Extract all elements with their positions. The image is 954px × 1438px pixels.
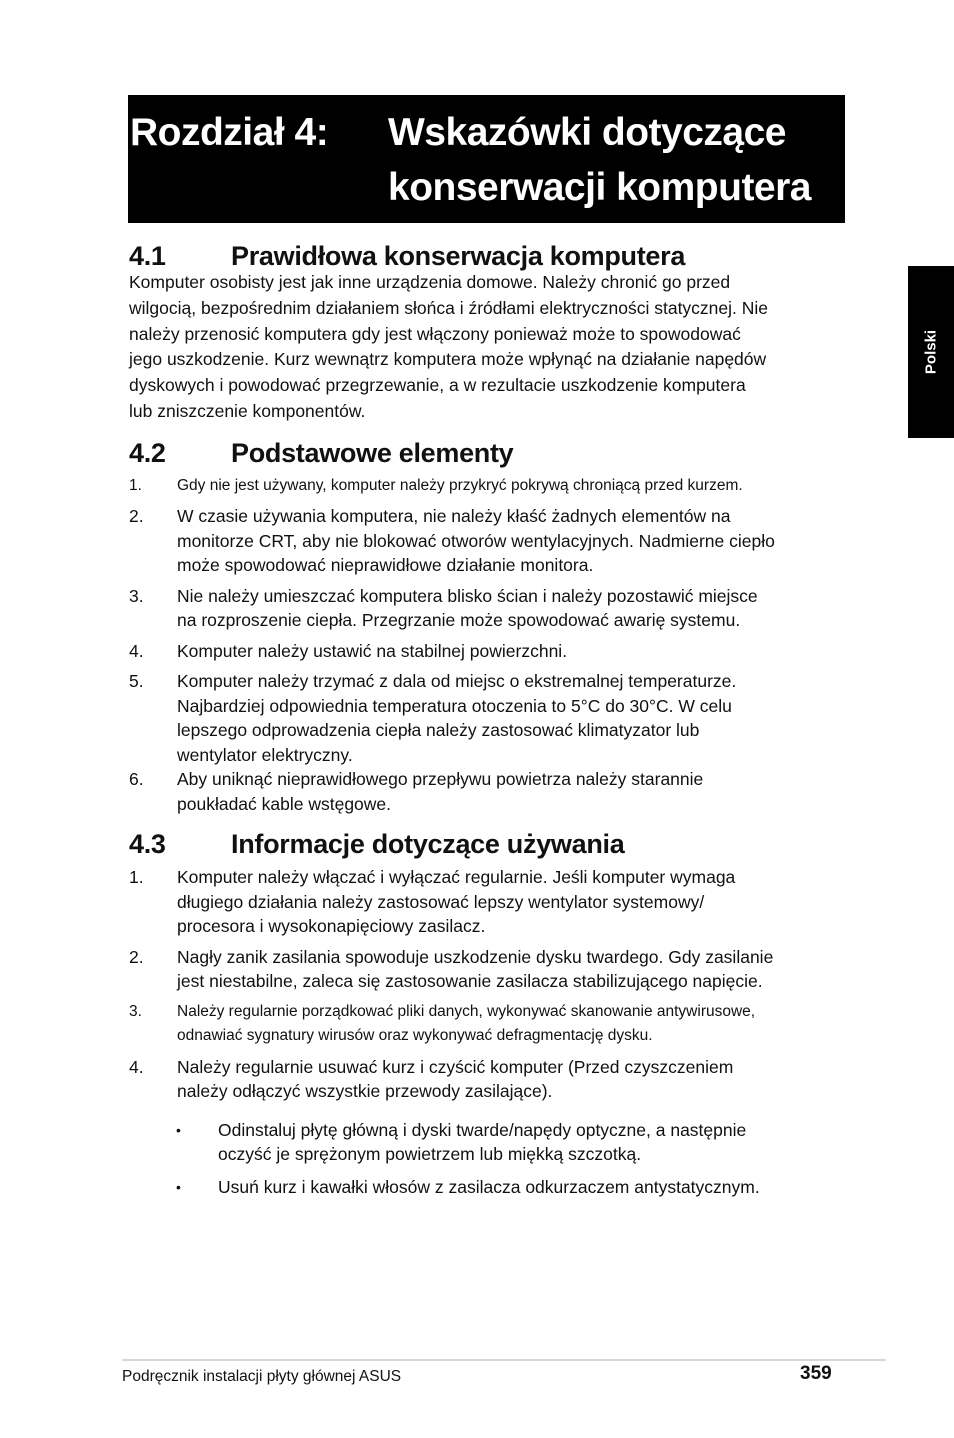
paragraph-line: wilgocią, bezpośrednim działaniem słońca i źródłami elektryczności statycznej. Nie — [129, 297, 769, 318]
list-line: Komputer należy włączać i wyłączać regularnie. Jeśli komputer wymaga — [177, 867, 736, 888]
list-line: może spowodować nieprawidłowe działanie monitora. — [177, 555, 594, 576]
chapter-title — [388, 105, 811, 215]
chapter-title-line-1: Wskazówki dotyczące — [388, 111, 786, 154]
list-line: wentylator elektryczny. — [177, 744, 353, 765]
list-item — [129, 504, 845, 578]
chapter-header — [128, 95, 845, 223]
list-number: 1. — [129, 867, 144, 888]
list-item — [129, 1055, 845, 1104]
section-heading-4-1 — [129, 238, 845, 274]
bullet-item — [129, 1175, 845, 1200]
content — [129, 238, 845, 1199]
list-number: 4. — [129, 640, 144, 661]
bullet-item — [129, 1118, 845, 1167]
list-line: Najbardziej odpowiednia temperatura otoczenia to 5°C do 30°C. W celu — [177, 695, 732, 716]
list-line: Komputer należy trzymać z dala od miejsc o ekstremalnej temperaturze. — [177, 671, 737, 692]
list-line: Należy regularnie usuwać kurz i czyścić komputer (Przed czyszczeniem — [177, 1056, 734, 1077]
list-line: długiego działania należy zastosować lepszy wentylator systemowy/ — [177, 891, 705, 912]
list-line: lepszego odprowadzenia ciepła należy zastosować klimatyzator lub — [177, 720, 700, 741]
list-line: Gdy nie jest używany, komputer należy przykryć pokrywą chroniącą przed kurzem. — [177, 476, 743, 494]
bullet-symbol: • — [176, 1178, 181, 1195]
section-title: Prawidłowa konserwacja komputera — [231, 241, 686, 271]
bullet-line: Usuń kurz i kawałki włosów z zasilacza odkurzaczem antystatycznym. — [218, 1176, 760, 1197]
list-line: Nie należy umieszczać komputera blisko ścian i należy pozostawić miejsce — [177, 585, 758, 606]
list-number: 5. — [129, 671, 144, 692]
section-4-3-list — [129, 865, 845, 1199]
page-number: 359 — [800, 1363, 832, 1384]
list-line: procesora i wysokonapięciowy zasilacz. — [177, 916, 486, 937]
section-number: 4.3 — [129, 829, 166, 860]
list-number: 4. — [129, 1056, 144, 1077]
paragraph-line: Komputer osobisty jest jak inne urządzenia domowe. Należy chronić go przed — [129, 272, 731, 292]
section-heading-4-2 — [129, 435, 845, 471]
list-number: 6. — [129, 769, 144, 790]
section-number: 4.2 — [129, 437, 166, 468]
list-line: Komputer należy ustawić na stabilnej powierzchni. — [177, 640, 568, 661]
list-line: należy odłączyć wszystkie przewody zasilające). — [177, 1081, 553, 1102]
list-line: poukładać kable wstęgowe. — [177, 793, 392, 814]
list-line: Należy regularnie porządkować pliki danych, wykonywać skanowanie antywirusowe, — [177, 1002, 756, 1020]
chapter-title-line-2: konserwacji komputera — [388, 166, 811, 209]
list-number: 2. — [129, 946, 144, 967]
footer-text: Podręcznik instalacji płyty głównej ASUS — [122, 1368, 402, 1385]
list-line: Aby uniknąć nieprawidłowego przepływu powietrza należy starannie — [177, 769, 704, 790]
list-item — [129, 474, 845, 499]
list-line: monitorze CRT, aby nie blokować otworów wentylacyjnych. Nadmierne ciepło — [177, 530, 775, 551]
paragraph-line: lub zniszczenie komponentów. — [129, 400, 366, 421]
list-item — [129, 584, 845, 633]
section-number: 4.1 — [129, 241, 166, 271]
language-tab — [908, 266, 954, 438]
list-item — [129, 669, 845, 767]
bullet-line: oczyść je sprężonym powietrzem lub miękką szczotką. — [218, 1144, 642, 1165]
list-item — [129, 865, 845, 939]
list-number: 1. — [129, 476, 142, 494]
list-line: na rozproszenie ciepła. Przegrzanie może spowodować awarię systemu. — [177, 610, 741, 631]
section-heading-4-3 — [129, 826, 845, 862]
footer-divider — [122, 1359, 886, 1361]
list-line: Nagły zanik zasilania spowoduje uszkodzenie dysku twardego. Gdy zasilanie — [177, 946, 774, 967]
section-4-1-paragraph — [129, 270, 845, 425]
list-number: 2. — [129, 506, 144, 527]
language-tab-label: Polski — [922, 329, 940, 375]
paragraph-line: jego uszkodzenie. Kurz wewnątrz komputera może wpłynąć na działanie napędów — [129, 349, 767, 370]
section-4-2-list — [129, 474, 845, 817]
list-item — [129, 945, 845, 994]
paragraph-line: należy przenosić komputera gdy jest włączony ponieważ może to spowodować — [129, 323, 741, 344]
list-item — [129, 1000, 845, 1049]
list-number: 3. — [129, 585, 144, 606]
bullet-line: Odinstaluj płytę główną i dyski twarde/napędy optyczne, a następnie — [218, 1119, 747, 1140]
paragraph-line: dyskowych i powodować przegrzewanie, a w rezultacie uszkodzenie komputera — [129, 375, 746, 396]
section-title: Informacje dotyczące używania — [231, 829, 625, 860]
list-number: 3. — [129, 1002, 142, 1020]
list-line: jest niestabilne, zaleca się zastosowanie zasilacza stabilizującego napięcie. — [177, 971, 763, 992]
list-line: W czasie używania komputera, nie należy kłaść żadnych elementów na — [177, 506, 731, 527]
list-item — [129, 639, 845, 664]
section-title: Podstawowe elementy — [231, 437, 514, 468]
list-item — [129, 767, 845, 816]
bullet-symbol: • — [176, 1121, 181, 1138]
list-line: odnawiać sygnatury wirusów oraz wykonywać defragmentację dysku. — [177, 1027, 653, 1045]
chapter-label: Rozdział 4: — [130, 111, 329, 154]
